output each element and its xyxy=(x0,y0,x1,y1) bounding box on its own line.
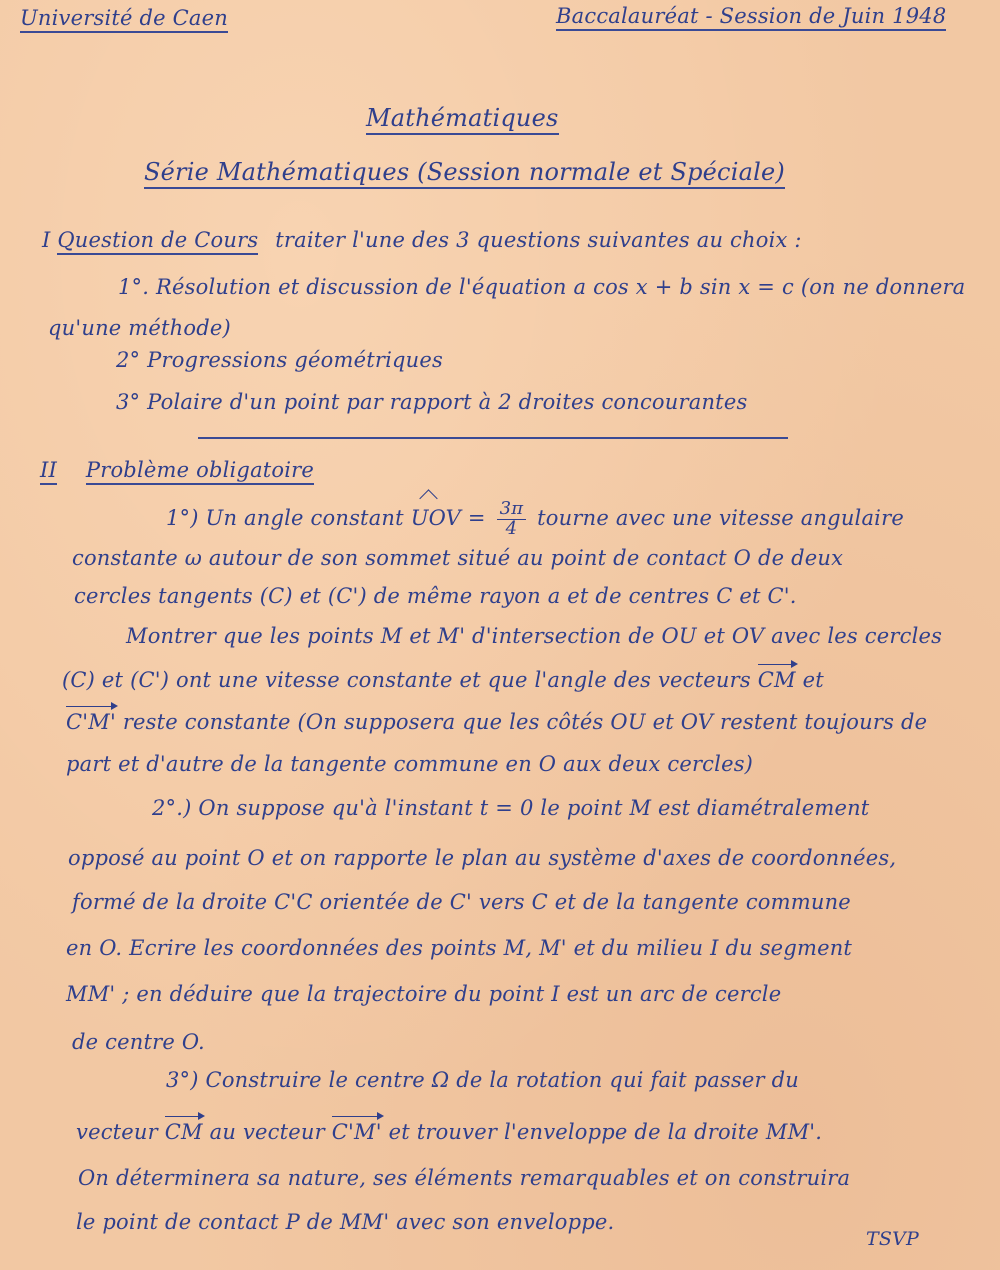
problem-1-line-4: Montrer que les points M et M' d'intersection de OU et OV avec les cercles xyxy=(126,624,943,648)
part1-label: I xyxy=(42,228,51,252)
part1-title: Question de Cours xyxy=(57,228,258,255)
problem-1-line-2: constante ω autour de son sommet situé au point de contact O de deux xyxy=(72,546,844,570)
problem-1-text-b: tourne avec une vitesse angulaire xyxy=(537,505,904,530)
fraction-denominator: 4 xyxy=(505,517,518,539)
problem-1-line-7: part et d'autre de la tangente commune en O aux deux cercles) xyxy=(66,752,754,776)
fraction-numerator: 3π xyxy=(497,500,527,520)
problem-3-line-2-text: et trouver l'enveloppe de la droite MM'. xyxy=(388,1120,823,1144)
problem-2-line-1-text: On suppose qu'à l'instant t = 0 le point M est diamétralement xyxy=(198,796,870,820)
problem-1-line-5-text: (C) et (C') ont une vitesse constante et que l'angle des vecteurs xyxy=(62,668,751,692)
section-divider xyxy=(198,437,788,439)
series-title: Série Mathématiques (Session normale et Spéciale) xyxy=(144,158,785,189)
vector-cm: CM xyxy=(757,668,796,692)
problem-1-line-3: cercles tangents (C) et (C') de même rayon a et de centres C et C'. xyxy=(74,584,797,608)
problem-1-number: 1°) xyxy=(166,505,199,530)
problem-3-line-3: On déterminera sa nature, ses éléments remarquables et on construira xyxy=(78,1166,851,1190)
problem-2-line-1 xyxy=(152,796,869,820)
problem-3-vecteur-1: vecteur xyxy=(76,1120,158,1144)
problem-3-number: 3°) xyxy=(166,1068,199,1092)
part2-title: Problème obligatoire xyxy=(86,458,314,485)
problem-1-line-5-and: et xyxy=(802,668,824,692)
tsvp-note: TSVP xyxy=(866,1228,919,1250)
part2-heading xyxy=(40,458,314,482)
problem-2-line-2: opposé au point O et on rapporte le plan au système d'axes de coordonnées, xyxy=(68,846,897,870)
problem-1-line-5 xyxy=(62,668,824,692)
problem-2-line-3: formé de la droite C'C orientée de C' vers C et de la tangente commune xyxy=(72,890,851,914)
problem-2-line-6: de centre O. xyxy=(72,1030,205,1054)
subject-title: Mathématiques xyxy=(366,104,559,135)
part1-instruction: traiter l'une des 3 questions suivantes au choix : xyxy=(275,228,802,252)
vector-cm-2: CM xyxy=(164,1120,203,1144)
problem-3-line-1 xyxy=(166,1068,799,1092)
question-3: 3° Polaire d'un point par rapport à 2 droites concourantes xyxy=(116,390,748,414)
question-1-line-2: qu'une méthode) xyxy=(48,316,231,340)
question-2: 2° Progressions géométriques xyxy=(116,348,443,372)
university-name: Université de Caen xyxy=(20,6,228,33)
problem-2-line-5: MM' ; en déduire que la trajectoire du point I est un arc de cercle xyxy=(66,982,782,1006)
problem-2-number: 2°.) xyxy=(152,796,192,820)
equals-sign: = xyxy=(467,505,486,530)
angle-uov: UOV xyxy=(410,505,461,530)
session-title: Baccalauréat - Session de Juin 1948 xyxy=(556,4,946,31)
problem-1-line-1 xyxy=(166,500,904,539)
problem-3-line-4: le point de contact P de MM' avec son enveloppe. xyxy=(76,1210,615,1234)
fraction-3pi-over-4 xyxy=(497,500,527,539)
part1-heading xyxy=(42,228,802,252)
problem-3-vecteur-2: au vecteur xyxy=(209,1120,325,1144)
part2-label: II xyxy=(40,458,57,485)
problem-1-text-a: Un angle constant xyxy=(205,505,404,530)
problem-3-line-2 xyxy=(76,1120,822,1144)
problem-3-line-1-text: Construire le centre Ω de la rotation qui fait passer du xyxy=(205,1068,800,1092)
vector-c-prime-m-prime: C'M' xyxy=(66,710,116,734)
problem-1-line-6 xyxy=(66,710,927,734)
problem-1-line-6-text: reste constante (On supposera que les côtés OU et OV restent toujours de xyxy=(122,710,928,734)
question-1-line-1: 1°. Résolution et discussion de l'équation a cos x + b sin x = c (on ne donnera xyxy=(118,275,966,299)
problem-2-line-4: en O. Ecrire les coordonnées des points M, M' et du milieu I du segment xyxy=(66,936,853,960)
vector-c-prime-m-prime-2: C'M' xyxy=(331,1120,382,1144)
